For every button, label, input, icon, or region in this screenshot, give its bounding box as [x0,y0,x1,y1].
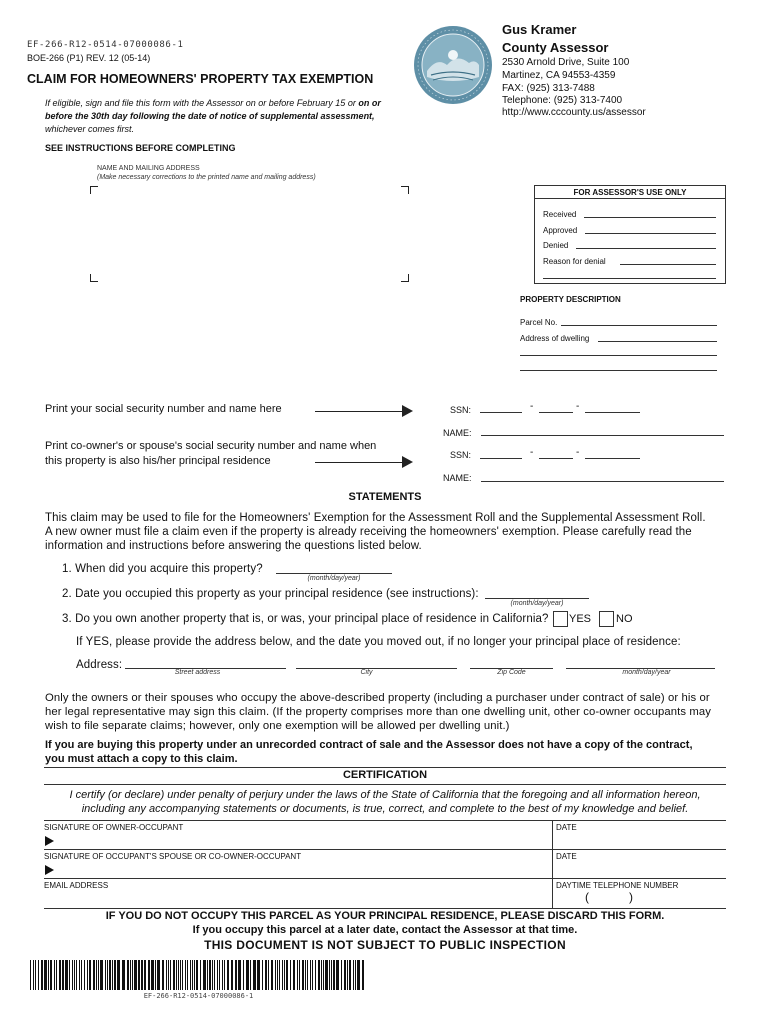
barcode-bar [299,960,300,990]
barcode-bar [76,960,77,990]
question-1-field[interactable] [276,573,392,574]
barcode-bar [250,960,251,990]
question-1: 1. When did you acquire this property? [62,563,263,575]
barcode [30,960,367,990]
barcode-bar [173,960,175,990]
barcode-bar [333,960,335,990]
name-box-corner-tr [401,186,409,194]
barcode-bar [235,960,237,990]
barcode-bar [62,960,64,990]
form-title: CLAIM FOR HOMEOWNERS' PROPERTY TAX EXEMPTION [27,72,374,86]
barcode-bar [318,960,320,990]
public-inspection-notice: THIS DOCUMENT IS NOT SUBJECT TO PUBLIC INSPECTION [204,938,566,952]
barcode-bar [293,960,295,990]
barcode-bar [178,960,179,990]
county-seal-icon [413,25,493,105]
received-line [584,217,716,218]
name-box-corner-tl [90,186,98,194]
barcode-bar [341,960,342,990]
barcode-bar [325,960,328,990]
barcode-bar [187,960,188,990]
barcode-bar [117,960,120,990]
eligibility-paragraph-3: wish to file separate claims; however, only one exemption will be allowed per dwelling unit.) [45,720,510,732]
approved-label: Approved [543,226,578,235]
certification-header-rule [44,784,726,785]
barcode-bar [212,960,213,990]
dwelling-address-field-3[interactable] [520,370,717,371]
dwelling-address-field-2[interactable] [520,355,717,356]
statements-intro-2: A new owner must file a claim even if the property is already receiving the homeowners' exemption. Please carefully read the [45,526,692,538]
dwelling-address-field[interactable] [598,341,717,342]
barcode-bar [192,960,193,990]
later-date-notice: If you occupy this parcel at a later date, contact the Assessor at that time. [192,924,578,936]
coowner-ssn-dash-1: - [530,447,534,458]
signature-owner-arrow-icon [45,836,54,846]
barcode-bar [114,960,116,990]
certification-header: CERTIFICATION [342,769,428,781]
barcode-bar [357,960,360,990]
barcode-bar [253,960,256,990]
barcode-bar [151,960,154,990]
barcode-bar [84,960,85,990]
owner-ssn-part1[interactable] [480,412,522,413]
barcode-bar [336,960,339,990]
yes-label: YES [569,613,592,625]
certification-top-rule [44,767,726,768]
barcode-bar [219,960,220,990]
barcode-bar [279,960,280,990]
form-revision: BOE-266 (P1) REV. 12 (05-14) [27,53,151,63]
barcode-bar [290,960,291,990]
barcode-bar [65,960,68,990]
barcode-bar [312,960,313,990]
question-2-field[interactable] [485,598,589,599]
barcode-bar [257,960,260,990]
barcode-bar [275,960,276,990]
assessor-name: Gus Kramer [502,22,577,37]
barcode-bar [185,960,186,990]
barcode-bar [50,960,52,990]
assessor-fax: FAX: (925) 313-7488 [502,83,595,94]
signature-owner-date-label: DATE [556,823,577,832]
signature-spouse-date-field[interactable] [556,861,724,877]
name-box-note: (Make necessary corrections to the printed name and mailing address) [97,174,316,181]
barcode-bar [148,960,150,990]
signature-spouse-arrow-icon [45,865,54,875]
form-code: EF-266-R12-0514-07000086-1 [27,40,184,50]
property-header: PROPERTY DESCRIPTION [520,295,621,304]
zip-hint: Zip Code [497,669,526,676]
barcode-bar [190,960,191,990]
assessor-phone: Telephone: (925) 313-7400 [502,95,623,106]
eligibility-part3: whichever comes first. [45,124,135,134]
barcode-bar [72,960,73,990]
certification-text-2: including any accompanying statements or documents, is true, correct, and complete to the best of my knowledge and belief. [81,803,689,815]
phone-field[interactable]: ( ) [585,890,633,904]
see-instructions: SEE INSTRUCTIONS BEFORE COMPLETING [45,143,236,153]
signature-owner-rule [44,820,726,821]
statements-intro-3: information and instructions before answering the questions listed below. [45,540,422,552]
barcode-bar [265,960,267,990]
coowner-ssn-arrow-icon [315,462,403,463]
barcode-bar [286,960,288,990]
barcode-bar [59,960,61,990]
barcode-bar [207,960,208,990]
coowner-ssn-label: SSN: [450,450,472,460]
signature-owner-field[interactable] [60,832,550,848]
barcode-bar [284,960,285,990]
assessor-use-header: FOR ASSESSOR'S USE ONLY [573,188,687,197]
reason-line [620,264,716,265]
contract-notice-1: If you are buying this property under an unrecorded contract of sale and the Assessor does not have a copy of the contract, [45,739,693,751]
barcode-bar [349,960,351,990]
barcode-bar [282,960,283,990]
question-2-hint: (month/day/year) [510,600,564,607]
barcode-bar [321,960,322,990]
email-divider [552,878,553,908]
barcode-bar [194,960,195,990]
barcode-bar [353,960,354,990]
coowner-name-label: NAME: [443,473,472,483]
eligibility-paragraph-1: Only the owners or their spouses who occupy the above-described property (including a purchaser under contract of sale) or his or [45,692,710,704]
barcode-bar [166,960,167,990]
barcode-bar [182,960,183,990]
email-field[interactable] [44,890,549,906]
question-2: 2. Date you occupied this property as your principal residence (see instructions): [62,588,479,600]
barcode-bar [209,960,211,990]
barcode-bar [112,960,113,990]
coowner-name-field[interactable] [481,481,724,482]
barcode-bar [196,960,198,990]
barcode-bar [246,960,249,990]
owner-ssn-prompt: Print your social security number and name here [45,403,282,415]
barcode-bar [134,960,137,990]
barcode-bar [100,960,103,990]
barcode-bar [44,960,47,990]
yes-checkbox[interactable] [553,611,568,627]
signature-spouse-rule [44,849,726,850]
barcode-bar [93,960,95,990]
question-1-hint: (month/day/year) [307,575,361,582]
coowner-ssn-part2[interactable] [539,458,573,459]
parcel-label: Parcel No. [520,318,558,327]
barcode-bar [310,960,311,990]
barcode-bar [271,960,273,990]
barcode-bar [238,960,241,990]
barcode-bar [98,960,99,990]
barcode-bar [109,960,111,990]
barcode-bar [41,960,43,990]
assessor-address-1: 2530 Arnold Drive, Suite 100 [502,57,630,68]
signature-owner-label: SIGNATURE OF OWNER-OCCUPANT [44,823,184,832]
barcode-text: EF-266-R12-0514-07000086-1 [143,992,254,1000]
approved-line [585,233,716,234]
owner-ssn-label: SSN: [450,405,472,415]
moved-out-date-hint: month/day/year [622,669,671,676]
barcode-bar [344,960,346,990]
barcode-bar [329,960,330,990]
barcode-bar [217,960,218,990]
barcode-bar [30,960,31,990]
barcode-bar [362,960,364,990]
barcode-bar [323,960,324,990]
certification-text-1: I certify (or declare) under penalty of perjury under the laws of the State of California that the foregoing and all information hereon, [69,789,701,801]
assessor-website-link[interactable]: http://www.cccounty.us/assessor [502,107,646,118]
barcode-bar [224,960,225,990]
barcode-bar [127,960,129,990]
signature-owner-divider [552,820,553,849]
barcode-bar [141,960,143,990]
barcode-bar [170,960,171,990]
barcode-bar [33,960,34,990]
received-label: Received [543,210,577,219]
reason-label: Reason for denial [543,257,606,266]
barcode-bar [157,960,160,990]
assessor-use-divider [534,198,726,199]
coowner-ssn-part3[interactable] [585,458,640,459]
barcode-bar [89,960,91,990]
owner-ssn-part3[interactable] [585,412,640,413]
coowner-ssn-dash-2: - [576,447,580,458]
coowner-ssn-prompt-2: this property is also his/her principal residence [45,455,271,467]
signature-spouse-divider [552,849,553,878]
address-label: Address: [76,659,123,671]
signature-owner-date-field[interactable] [556,832,724,848]
email-rule [44,878,726,879]
barcode-bar [56,960,57,990]
barcode-bar [214,960,215,990]
city-hint: City [360,669,373,676]
question-3: 3. Do you own another property that is, or was, your principal place of residence in California? [62,613,549,625]
contract-notice-2: you must attach a copy to this claim. [45,753,238,765]
name-box-corner-br [401,274,409,282]
barcode-bar [96,960,97,990]
owner-name-label: NAME: [443,428,472,438]
owner-ssn-part2[interactable] [539,412,573,413]
barcode-bar [277,960,278,990]
no-label: NO [616,613,633,625]
signature-spouse-field[interactable] [60,861,550,877]
barcode-bar [227,960,229,990]
name-box-label: NAME AND MAILING ADDRESS [97,165,200,172]
barcode-bar [162,960,164,990]
barcode-bar [180,960,181,990]
barcode-bar [315,960,316,990]
barcode-bar [105,960,106,990]
barcode-bar [231,960,233,990]
reason-line-2 [543,278,716,279]
barcode-bar [302,960,304,990]
eligibility-part1: If eligible, sign and file this form with the Assessor on or before February 15 or [45,98,359,108]
signature-spouse-date-label: DATE [556,852,577,861]
eligibility-paragraph-2: her legal representative may sign this claim. (If the property comprises more than one dwelling unit, other co-owner occupants may [45,706,712,718]
street-address-hint: Street address [174,669,221,676]
barcode-bar [355,960,356,990]
barcode-bar [138,960,140,990]
coowner-ssn-part1[interactable] [480,458,522,459]
assessor-office: County Assessor [502,40,609,55]
owner-name-field[interactable] [481,435,724,436]
owner-ssn-arrow-icon [315,411,403,412]
if-yes-instructions: If YES, please provide the address below, and the date you moved out, if no longer your principal place of residence: [76,636,681,648]
owner-ssn-dash-1: - [530,401,534,412]
barcode-bar [81,960,82,990]
name-box-corner-bl [90,274,98,282]
assessor-address-2: Martinez, CA 94553-4359 [502,70,616,81]
dwelling-address-label: Address of dwelling [520,334,590,343]
signature-spouse-label: SIGNATURE OF OCCUPANT'S SPOUSE OR CO-OWNER-OCCUPANT [44,852,302,861]
barcode-bar [268,960,269,990]
barcode-bar [107,960,108,990]
statements-header: STATEMENTS [348,491,422,503]
denied-label: Denied [543,241,569,250]
discard-notice: IF YOU DO NOT OCCUPY THIS PARCEL AS YOUR PRINCIPAL RESIDENCE, PLEASE DISCARD THIS FORM. [105,910,665,922]
email-label: EMAIL ADDRESS [44,881,109,890]
barcode-bar [243,960,244,990]
no-checkbox[interactable] [599,611,614,627]
barcode-bar [305,960,306,990]
barcode-bar [35,960,36,990]
barcode-bar [74,960,75,990]
barcode-bar [79,960,80,990]
barcode-bar [222,960,223,990]
barcode-bar [168,960,169,990]
statements-intro-1: This claim may be used to file for the Homeowners' Exemption for the Assessment Roll and the Supplemental Assessment Roll. [45,512,706,524]
owner-ssn-dash-2: - [576,401,580,412]
barcode-bar [203,960,206,990]
phone-label: DAYTIME TELEPHONE NUMBER [556,881,679,890]
barcode-bar [347,960,348,990]
denied-line [576,248,716,249]
barcode-bar [155,960,156,990]
barcode-bar [144,960,146,990]
barcode-bar [48,960,49,990]
barcode-bar [307,960,308,990]
certification-bottom-rule [44,908,726,909]
barcode-bar [87,960,88,990]
barcode-bar [176,960,177,990]
barcode-bar [54,960,55,990]
parcel-field[interactable] [561,325,717,326]
barcode-bar [132,960,133,990]
barcode-bar [130,960,131,990]
barcode-bar [262,960,263,990]
barcode-bar [69,960,70,990]
eligibility-text [45,97,395,136]
barcode-bar [122,960,125,990]
barcode-bar [200,960,201,990]
coowner-ssn-prompt-1: Print co-owner's or spouse's social security number and name when [45,440,377,452]
barcode-bar [331,960,332,990]
barcode-bar [38,960,39,990]
eligibility-part2: on or before the 30th day following the date of notice of supplemental assessment, [45,98,381,121]
barcode-bar [297,960,298,990]
